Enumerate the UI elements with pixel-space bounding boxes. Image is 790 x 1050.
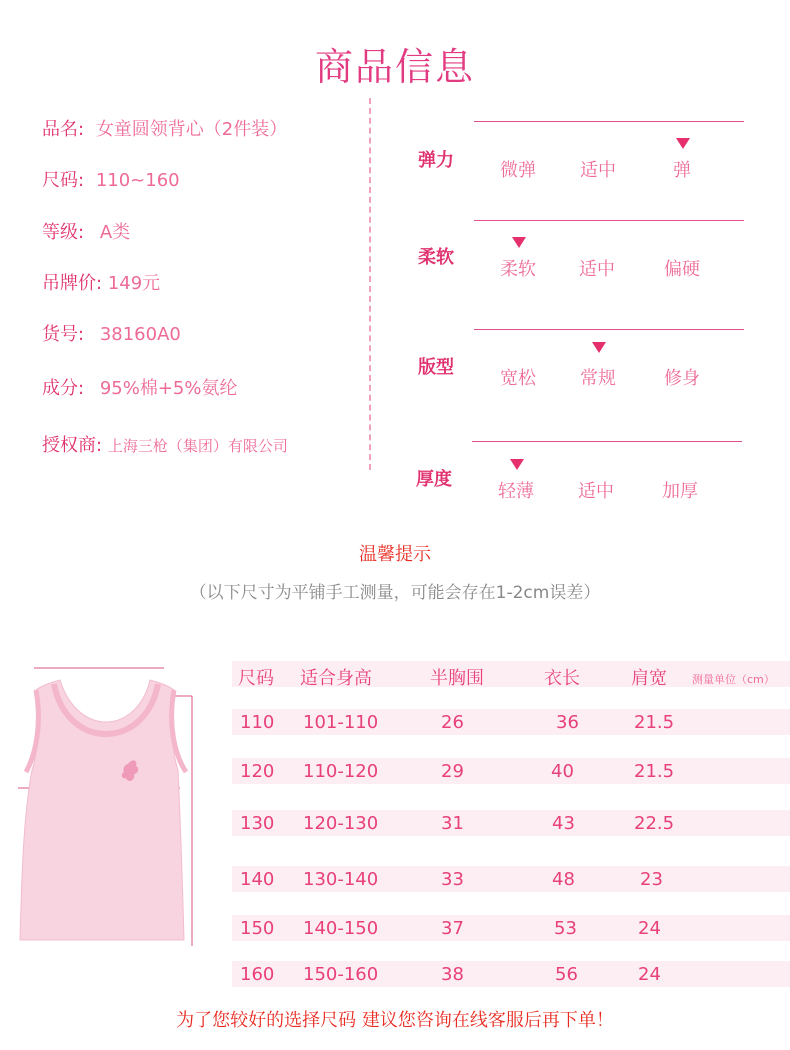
attribute-label-elasticity: 弹力 xyxy=(418,150,454,171)
table-cell: 140 xyxy=(240,869,275,890)
attribute-line xyxy=(474,329,744,330)
table-cell: 26 xyxy=(441,712,464,733)
attribute-option-selected: 轻薄 xyxy=(498,481,534,502)
attribute-option: 微弹 xyxy=(500,160,536,181)
table-header-length: 衣长 xyxy=(544,668,580,689)
table-cell: 53 xyxy=(554,918,577,939)
table-cell: 56 xyxy=(555,964,578,985)
attribute-line xyxy=(474,220,744,221)
table-cell: 33 xyxy=(441,869,464,890)
page-title: 商品信息 xyxy=(314,45,475,89)
selected-marker-icon xyxy=(510,459,524,470)
table-cell: 140-150 xyxy=(303,918,379,939)
attribute-line xyxy=(474,121,744,122)
tip-title: 温馨提示 xyxy=(359,544,431,565)
attribute-option: 偏硬 xyxy=(664,259,700,280)
attribute-option: 适中 xyxy=(578,481,614,502)
info-row-grade xyxy=(42,218,130,244)
table-cell: 110-120 xyxy=(303,761,379,782)
attribute-option: 宽松 xyxy=(500,368,536,389)
table-cell: 101-110 xyxy=(303,712,379,733)
info-row-size xyxy=(42,166,180,192)
info-label: 尺码: xyxy=(42,170,85,191)
info-label: 吊牌价: xyxy=(42,273,103,294)
table-cell: 29 xyxy=(441,761,464,782)
table-cell: 22.5 xyxy=(634,813,675,834)
info-label: 等级: xyxy=(42,222,85,243)
selected-marker-icon xyxy=(512,237,526,248)
table-header-size: 尺码 xyxy=(238,668,274,689)
info-row-name xyxy=(42,115,287,141)
selected-marker-icon xyxy=(592,342,606,353)
table-cell: 43 xyxy=(552,813,575,834)
table-cell: 36 xyxy=(556,712,579,733)
table-cell: 160 xyxy=(240,964,275,985)
table-cell: 23 xyxy=(640,869,663,890)
attribute-line xyxy=(472,441,742,442)
table-cell: 21.5 xyxy=(634,712,675,733)
attribute-option-selected: 常规 xyxy=(580,368,616,389)
info-value: 110~160 xyxy=(95,170,180,191)
table-cell: 40 xyxy=(551,761,574,782)
attribute-label-softness: 柔软 xyxy=(418,247,454,268)
table-header-chest: 半胸围 xyxy=(430,668,484,689)
attribute-option: 修身 xyxy=(664,368,700,389)
table-cell: 130 xyxy=(240,813,275,834)
info-label: 成分: xyxy=(42,378,85,399)
table-cell: 24 xyxy=(638,964,661,985)
vertical-divider xyxy=(369,98,371,470)
table-cell: 120-130 xyxy=(303,813,379,834)
table-cell: 48 xyxy=(552,869,575,890)
info-row-sku xyxy=(42,320,181,346)
info-value: 女童圆领背心（2件装） xyxy=(95,119,288,140)
attribute-option-selected: 弹 xyxy=(673,160,691,181)
info-value: A类 xyxy=(99,222,131,243)
tip-subtitle: （以下尺寸为平铺手工测量，可能会存在1-2cm误差） xyxy=(189,583,601,603)
attribute-option: 适中 xyxy=(579,259,615,280)
table-cell: 110 xyxy=(240,712,275,733)
table-cell: 37 xyxy=(441,918,464,939)
info-value: 95%棉+5%氨纶 xyxy=(99,378,238,399)
table-cell: 150-160 xyxy=(303,964,379,985)
selected-marker-icon xyxy=(676,138,690,149)
info-value: 149元 xyxy=(107,273,161,294)
attribute-option: 加厚 xyxy=(662,481,698,502)
table-header-shoulder: 肩宽 xyxy=(631,668,667,689)
table-cell: 38 xyxy=(441,964,464,985)
info-label: 授权商: xyxy=(42,435,103,456)
info-value: 38160A0 xyxy=(99,324,181,345)
info-value: 上海三枪（集团）有限公司 xyxy=(107,437,288,455)
info-row-material xyxy=(42,374,237,400)
table-cell: 150 xyxy=(240,918,275,939)
table-unit: 测量单位（cm） xyxy=(692,673,775,686)
info-row-licensor xyxy=(42,431,288,457)
table-cell: 21.5 xyxy=(634,761,675,782)
table-cell: 120 xyxy=(240,761,275,782)
table-cell: 31 xyxy=(441,813,464,834)
info-label: 品名: xyxy=(42,119,85,140)
attribute-option: 适中 xyxy=(580,160,616,181)
tank-top-illustration xyxy=(14,664,198,954)
table-header-height: 适合身高 xyxy=(300,668,372,689)
info-label: 货号: xyxy=(42,324,85,345)
attribute-label-fit: 版型 xyxy=(418,357,454,378)
info-row-price xyxy=(42,269,160,295)
table-cell: 130-140 xyxy=(303,869,379,890)
attribute-option-selected: 柔软 xyxy=(500,259,536,280)
table-cell: 24 xyxy=(638,918,661,939)
attribute-label-thickness: 厚度 xyxy=(416,469,452,490)
footer-notice: 为了您较好的选择尺码 建议您咨询在线客服后再下单！ xyxy=(176,1010,614,1031)
